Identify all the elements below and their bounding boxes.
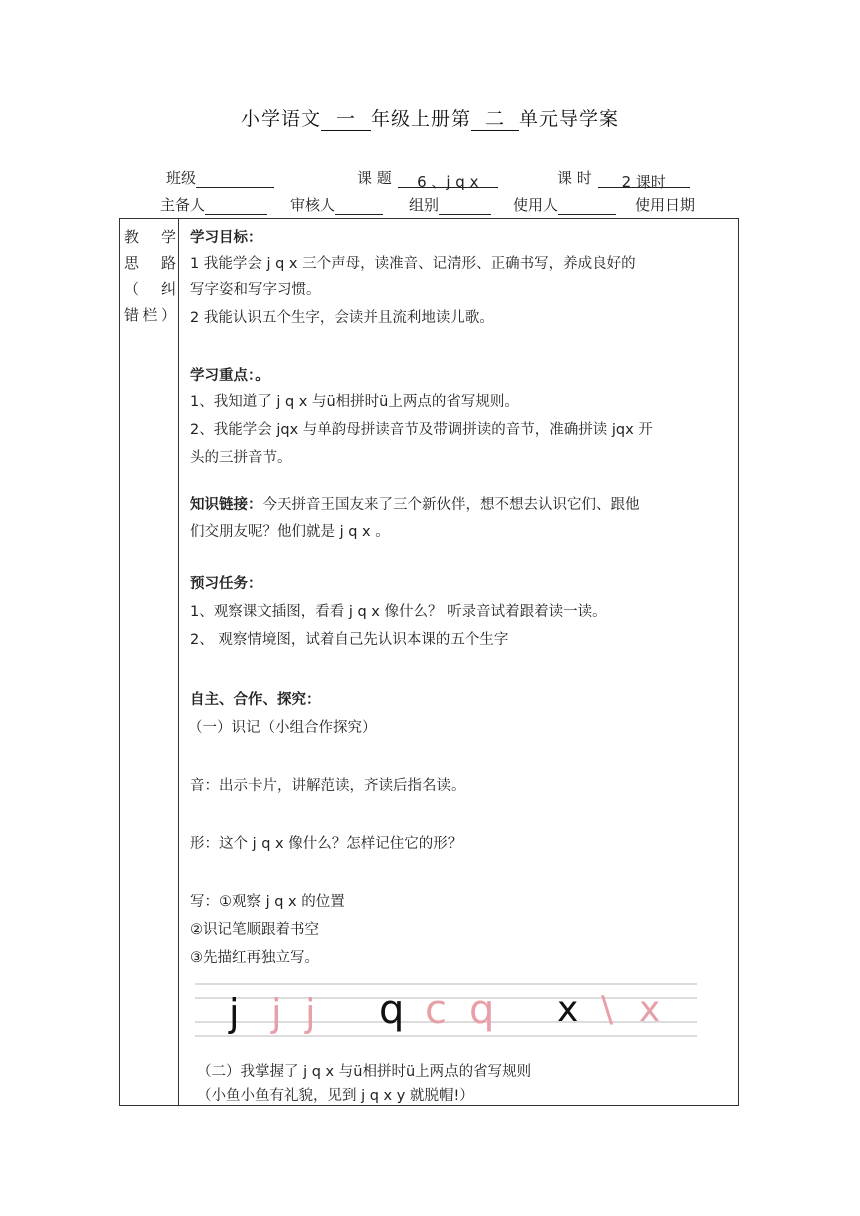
period-label: 课 时: [557, 169, 592, 187]
preparer-field: [160, 194, 267, 215]
group-label: 组别: [409, 196, 440, 214]
explore-subheading-1: （一）识记（小组合作探究）: [188, 720, 377, 736]
key-point-2-line-2: 头的三拼音节。: [190, 450, 292, 466]
explore-subheading-2: （二）我掌握了 j q x 与ü相拼时ü上两点的省写规则: [197, 1064, 532, 1080]
user-label: 使用人: [513, 196, 559, 214]
write-step-3: ③先描红再独立写。: [190, 950, 319, 966]
table-divider: [178, 218, 179, 1106]
class-field: [166, 167, 274, 188]
title-middle: 年级上册第: [370, 108, 471, 130]
key-point-2-line-1: 2、我能学会 jqx 与单韵母拼读音节及带调拼读的音节，准确拼读 jqx 开: [190, 422, 653, 438]
key-point-1: 1、我知道了 j q x 与ü相拼时ü上两点的省写规则。: [190, 394, 519, 410]
sidebar-line: （ 纠: [124, 280, 176, 298]
letter-j-trace: j: [305, 991, 316, 1035]
letter-x-stroke-trace: \: [601, 989, 614, 1030]
letter-q-model: q: [379, 987, 405, 1033]
preparer-blank: [205, 198, 267, 215]
knowledge-link-line-2: 们交朋友呢？他们就是 j q x 。: [190, 524, 390, 540]
goal-1-line-2: 写字姿和写字习惯。: [190, 282, 321, 298]
link-heading: 知识链接：: [190, 497, 263, 513]
reviewer-blank: [335, 198, 383, 215]
group-field: [409, 194, 491, 215]
preview-heading: 预习任务：: [190, 576, 263, 592]
sidebar-line: 思 路: [124, 254, 176, 272]
lesson-value: 6 、j q x: [398, 171, 498, 188]
letter-j-trace: j: [271, 991, 282, 1035]
page-title: [0, 104, 860, 131]
write-step-1: 写：①观察 j q x 的位置: [190, 894, 345, 910]
letter-q-stroke-trace: c: [425, 987, 447, 1033]
preview-task-1: 1、观察课文插图，看看 j q x 像什么？ 听录音试着跟着读一读。: [190, 604, 607, 620]
shape-step: 形：这个 j q x 像什么？怎样记住它的形？: [190, 836, 463, 852]
class-blank: [196, 171, 274, 188]
sidebar-line: 错栏）: [124, 306, 176, 324]
key-heading: 学习重点：。: [190, 368, 270, 384]
sidebar-line: 教 学: [124, 228, 176, 246]
sidebar-column: [124, 224, 176, 328]
lesson-table: [119, 218, 739, 1106]
letter-j-model: j: [229, 991, 240, 1035]
period-value: 2 课时: [598, 171, 690, 188]
letter-x-trace: x: [639, 989, 661, 1030]
period-field: [557, 167, 690, 191]
preparer-label: 主备人: [160, 196, 206, 214]
user-blank: [558, 198, 616, 215]
date-label: 使用日期: [635, 196, 696, 214]
rhyme: （小鱼小鱼有礼貌，见到 j q x y 就脱帽!）: [197, 1088, 474, 1104]
explore-heading: 自主、合作、探究：: [190, 692, 321, 708]
goal-1-line-1: 1 我能学会 j q x 三个声母，读准音、记清形、正确书写，养成良好的: [190, 256, 636, 272]
letter-x-model: x: [557, 989, 579, 1030]
title-prefix: 小学语文: [240, 108, 321, 130]
goals-heading: 学习目标：: [190, 230, 263, 246]
reviewer-field: [290, 194, 383, 215]
goal-2: 2 我能认识五个生字，会读并且流利地读儿歌。: [190, 310, 494, 326]
class-label: 班级: [166, 169, 197, 187]
letter-q-trace: q: [469, 987, 495, 1033]
preview-task-2: 2、 观察情境图，试着自己先认识本课的五个生字: [190, 632, 509, 648]
write-step-2: ②识记笔顺跟着书空: [190, 922, 319, 938]
grade-field: 一: [321, 108, 371, 131]
lesson-label: 课 题: [357, 169, 392, 187]
writing-practice-grid: [195, 978, 697, 1042]
reviewer-label: 审核人: [290, 196, 336, 214]
lesson-field: [357, 167, 498, 191]
group-blank: [439, 198, 491, 215]
title-suffix: 单元导学案: [519, 108, 620, 130]
knowledge-link-line-1: [190, 493, 640, 514]
link-text: 今天拼音王国友来了三个新伙伴，想不想去认识它们、跟他: [262, 497, 640, 513]
unit-field: 二: [471, 108, 519, 131]
sound-step: 音：出示卡片，讲解范读，齐读后指名读。: [190, 778, 466, 794]
user-field: [513, 194, 616, 215]
